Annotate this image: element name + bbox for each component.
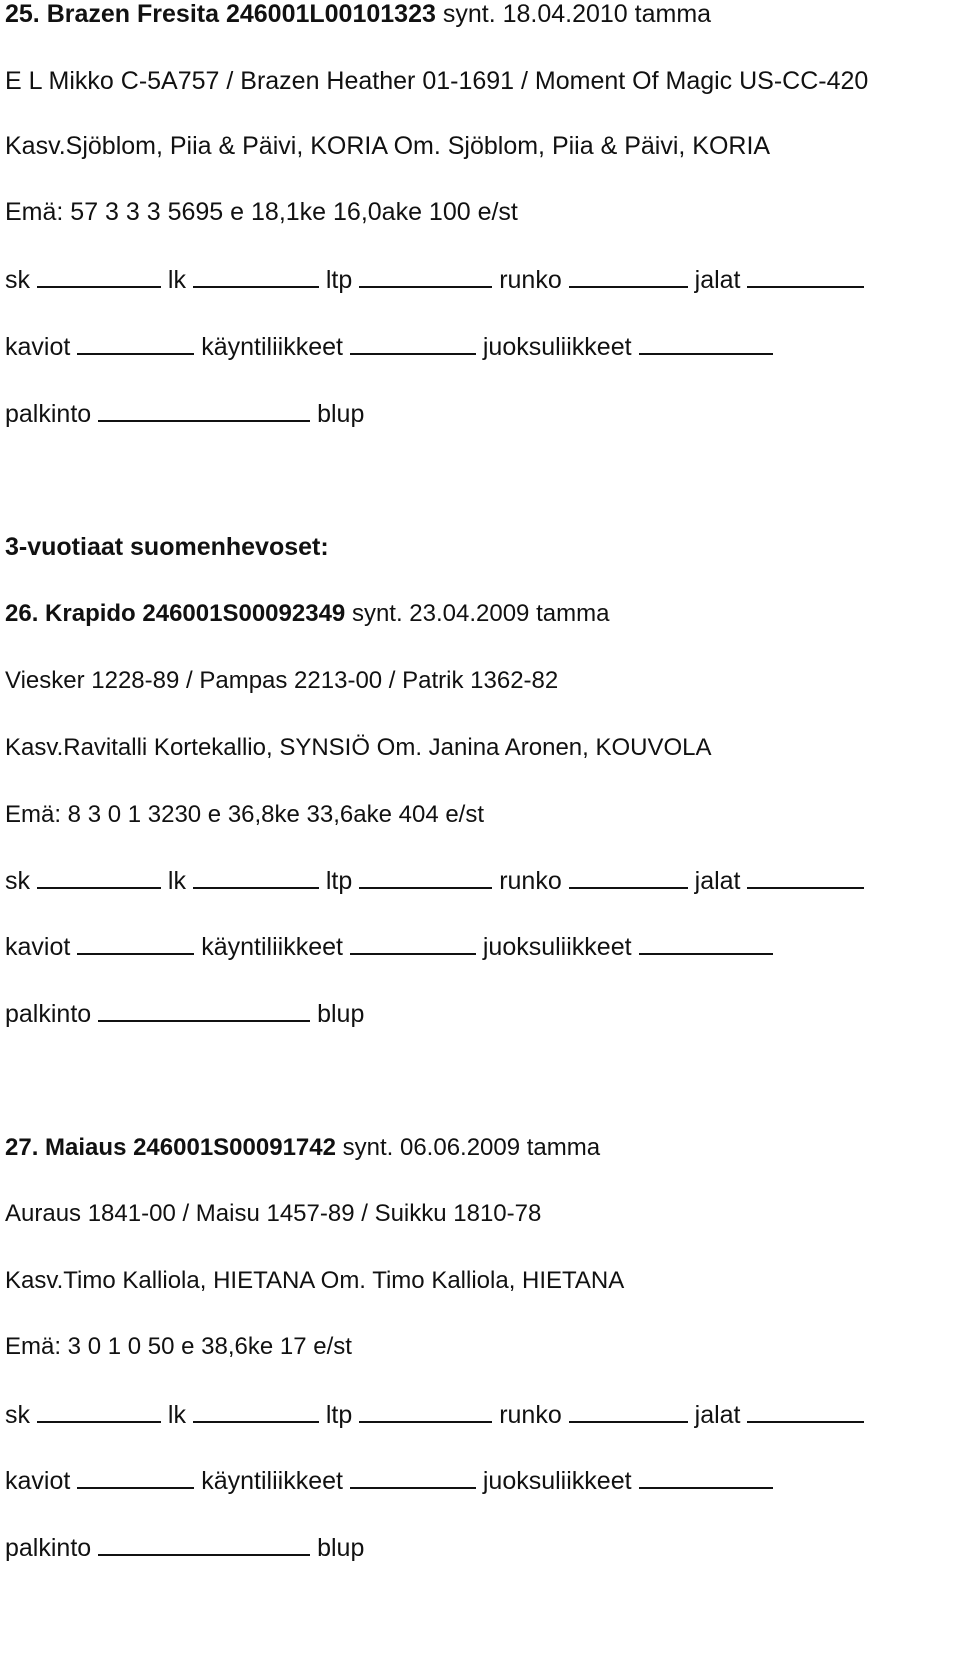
entry-26-form-row-1 bbox=[5, 861, 864, 901]
ltp-label: ltp bbox=[325, 266, 353, 294]
jalat-blank-field[interactable] bbox=[747, 260, 864, 288]
blup-label: blup bbox=[317, 1000, 365, 1028]
entry-25-dam-record: Emä: 57 3 3 3 5695 e 18,1ke 16,0ake 100 e/st bbox=[5, 198, 518, 226]
sk-blank-field[interactable] bbox=[37, 861, 161, 889]
runko-label: runko bbox=[499, 1401, 562, 1429]
entry-26-breeder-owner: Kasv.Ravitalli Kortekallio, SYNSIÖ Om. Janina Aronen, KOUVOLA bbox=[5, 734, 712, 761]
palkinto-blank-field[interactable] bbox=[98, 394, 310, 422]
kaviot-label: kaviot bbox=[5, 933, 71, 961]
palkinto-blank-field[interactable] bbox=[98, 994, 310, 1022]
runko-blank-field[interactable] bbox=[569, 260, 688, 288]
entry-25-form-row-1 bbox=[5, 260, 864, 300]
juoksuliikkeet-blank-field[interactable] bbox=[639, 1461, 773, 1489]
juoksuliikkeet-label: juoksuliikkeet bbox=[482, 1467, 632, 1495]
entry-25-breeder-owner: Kasv.Sjöblom, Piia & Päivi, KORIA Om. Sjöblom, Piia & Päivi, KORIA bbox=[5, 132, 771, 160]
blup-label: blup bbox=[317, 400, 365, 428]
horse-name-registration: Krapido 246001S00092349 bbox=[45, 600, 346, 627]
sk-label: sk bbox=[5, 266, 30, 294]
lk-label: lk bbox=[167, 266, 186, 294]
juoksuliikkeet-label: juoksuliikkeet bbox=[482, 933, 632, 961]
entry-26-form-row-3 bbox=[5, 994, 364, 1034]
runko-label: runko bbox=[499, 867, 562, 895]
jalat-blank-field[interactable] bbox=[747, 861, 864, 889]
kaviot-blank-field[interactable] bbox=[77, 1461, 194, 1489]
entry-27-dam-record: Emä: 3 0 1 0 50 e 38,6ke 17 e/st bbox=[5, 1333, 352, 1360]
lk-blank-field[interactable] bbox=[193, 260, 319, 288]
section-heading: 3-vuotiaat suomenhevoset: bbox=[5, 533, 329, 561]
birth-info: synt. 06.06.2009 tamma bbox=[342, 1134, 601, 1161]
kayntiliikkeet-label: käyntiliikkeet bbox=[201, 333, 343, 361]
entry-25-form-row-2 bbox=[5, 327, 773, 367]
entry-27-header bbox=[5, 1128, 600, 1168]
palkinto-label: palkinto bbox=[5, 1000, 92, 1028]
kayntiliikkeet-label: käyntiliikkeet bbox=[201, 933, 343, 961]
entry-25-header bbox=[5, 0, 711, 34]
palkinto-label: palkinto bbox=[5, 400, 92, 428]
sk-label: sk bbox=[5, 1401, 30, 1429]
entry-26-pedigree: Viesker 1228-89 / Pampas 2213-00 / Patrik 1362-82 bbox=[5, 667, 559, 694]
lk-blank-field[interactable] bbox=[193, 1395, 319, 1423]
entry-27-form-row-3 bbox=[5, 1528, 364, 1568]
ltp-blank-field[interactable] bbox=[359, 861, 492, 889]
horse-name-registration: Brazen Fresita 246001L00101323 bbox=[46, 0, 436, 28]
entry-26-header bbox=[5, 594, 609, 634]
lk-label: lk bbox=[167, 1401, 186, 1429]
juoksuliikkeet-blank-field[interactable] bbox=[639, 327, 773, 355]
entry-25-pedigree: E L Mikko C-5A757 / Brazen Heather 01-1691 / Moment Of Magic US-CC-420 bbox=[5, 67, 869, 95]
entry-27-breeder-owner: Kasv.Timo Kalliola, HIETANA Om. Timo Kalliola, HIETANA bbox=[5, 1267, 625, 1294]
jalat-blank-field[interactable] bbox=[747, 1395, 864, 1423]
birth-info: synt. 23.04.2009 tamma bbox=[351, 600, 610, 627]
lk-blank-field[interactable] bbox=[193, 861, 319, 889]
entry-number: 27. bbox=[5, 1134, 39, 1161]
entry-27-form-row-2 bbox=[5, 1461, 773, 1501]
palkinto-blank-field[interactable] bbox=[98, 1528, 310, 1556]
entry-number: 26. bbox=[5, 600, 39, 627]
sk-blank-field[interactable] bbox=[37, 1395, 161, 1423]
runko-blank-field[interactable] bbox=[569, 1395, 688, 1423]
birth-info: synt. 18.04.2010 tamma bbox=[442, 0, 712, 28]
jalat-label: jalat bbox=[694, 1401, 741, 1429]
entry-27-form-row-1 bbox=[5, 1395, 864, 1435]
ltp-label: ltp bbox=[325, 1401, 353, 1429]
lk-label: lk bbox=[167, 867, 186, 895]
entry-number: 25. bbox=[5, 0, 40, 28]
entry-25-form-row-3 bbox=[5, 394, 364, 434]
palkinto-label: palkinto bbox=[5, 1534, 92, 1562]
juoksuliikkeet-blank-field[interactable] bbox=[639, 927, 773, 955]
horse-name-registration: Maiaus 246001S00091742 bbox=[45, 1134, 336, 1161]
sk-label: sk bbox=[5, 867, 30, 895]
entry-26-dam-record: Emä: 8 3 0 1 3230 e 36,8ke 33,6ake 404 e/st bbox=[5, 801, 485, 828]
blup-label: blup bbox=[317, 1534, 365, 1562]
kaviot-label: kaviot bbox=[5, 1467, 71, 1495]
entry-26-form-row-2 bbox=[5, 927, 773, 967]
juoksuliikkeet-label: juoksuliikkeet bbox=[482, 333, 632, 361]
jalat-label: jalat bbox=[694, 266, 741, 294]
ltp-blank-field[interactable] bbox=[359, 260, 492, 288]
ltp-blank-field[interactable] bbox=[359, 1395, 492, 1423]
kaviot-blank-field[interactable] bbox=[77, 327, 194, 355]
jalat-label: jalat bbox=[694, 867, 741, 895]
kaviot-label: kaviot bbox=[5, 333, 71, 361]
runko-label: runko bbox=[499, 266, 562, 294]
kayntiliikkeet-blank-field[interactable] bbox=[350, 327, 476, 355]
entry-27-pedigree: Auraus 1841-00 / Maisu 1457-89 / Suikku 1810-78 bbox=[5, 1200, 542, 1227]
kayntiliikkeet-label: käyntiliikkeet bbox=[201, 1467, 343, 1495]
kayntiliikkeet-blank-field[interactable] bbox=[350, 927, 476, 955]
ltp-label: ltp bbox=[325, 867, 353, 895]
kaviot-blank-field[interactable] bbox=[77, 927, 194, 955]
sk-blank-field[interactable] bbox=[37, 260, 161, 288]
kayntiliikkeet-blank-field[interactable] bbox=[350, 1461, 476, 1489]
runko-blank-field[interactable] bbox=[569, 861, 688, 889]
